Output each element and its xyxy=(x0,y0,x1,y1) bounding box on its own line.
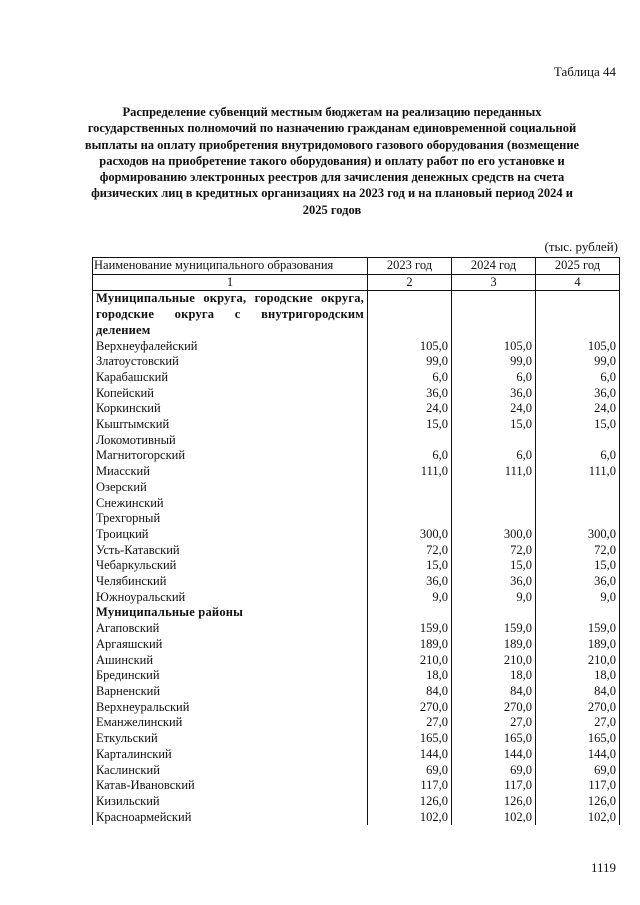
value-2025: 36,0 xyxy=(536,574,620,590)
municipality-name: Магнитогорский xyxy=(93,448,368,464)
table-number: Таблица 44 xyxy=(553,64,616,79)
value-2024: 189,0 xyxy=(452,637,536,653)
value-2024 xyxy=(452,433,536,449)
table-row xyxy=(93,417,620,433)
header-row xyxy=(93,258,620,275)
value-2025: 15,0 xyxy=(536,558,620,574)
value-2023: 9,0 xyxy=(368,590,452,606)
value-2025: 102,0 xyxy=(536,810,620,826)
table-row xyxy=(93,590,620,606)
municipality-name: Катав-Ивановский xyxy=(93,778,368,794)
municipality-name: Кыштымский xyxy=(93,417,368,433)
value-2024: 99,0 xyxy=(452,354,536,370)
value-2023: 300,0 xyxy=(368,527,452,543)
table-row xyxy=(93,511,620,527)
value-2023: 105,0 xyxy=(368,339,452,355)
table-row xyxy=(93,464,620,480)
value-2024: 18,0 xyxy=(452,668,536,684)
value-2025 xyxy=(536,480,620,496)
table-row xyxy=(93,684,620,700)
value-2024: 72,0 xyxy=(452,543,536,559)
value-2023: 6,0 xyxy=(368,448,452,464)
value-2024: 15,0 xyxy=(452,417,536,433)
column-header-2025: 2025 год xyxy=(536,258,620,275)
municipality-name: Еткульский xyxy=(93,731,368,747)
value-2025 xyxy=(536,496,620,512)
value-2025: 144,0 xyxy=(536,747,620,763)
municipality-name: Брединский xyxy=(93,668,368,684)
value-2024: 270,0 xyxy=(452,700,536,716)
value-2024: 84,0 xyxy=(452,684,536,700)
table-row xyxy=(93,496,620,512)
municipality-name: Агаповский xyxy=(93,621,368,637)
empty-cell xyxy=(536,291,620,339)
value-2025: 18,0 xyxy=(536,668,620,684)
table-row xyxy=(93,401,620,417)
value-2025: 15,0 xyxy=(536,417,620,433)
value-2025: 105,0 xyxy=(536,339,620,355)
municipality-name: Ашинский xyxy=(93,653,368,669)
table-row xyxy=(93,339,620,355)
value-2024: 6,0 xyxy=(452,448,536,464)
table-row xyxy=(93,668,620,684)
table-row xyxy=(93,433,620,449)
value-2025: 6,0 xyxy=(536,370,620,386)
value-2023: 159,0 xyxy=(368,621,452,637)
value-2023: 189,0 xyxy=(368,637,452,653)
table-row xyxy=(93,527,620,543)
value-2023: 18,0 xyxy=(368,668,452,684)
table-row xyxy=(93,448,620,464)
value-2023: 36,0 xyxy=(368,574,452,590)
value-2025: 159,0 xyxy=(536,621,620,637)
value-2024 xyxy=(452,511,536,527)
value-2024: 69,0 xyxy=(452,763,536,779)
table-row xyxy=(93,715,620,731)
municipality-name: Копейский xyxy=(93,386,368,402)
value-2025: 165,0 xyxy=(536,731,620,747)
value-2025: 69,0 xyxy=(536,763,620,779)
value-2025: 6,0 xyxy=(536,448,620,464)
value-2023: 27,0 xyxy=(368,715,452,731)
table-row xyxy=(93,747,620,763)
value-2023: 144,0 xyxy=(368,747,452,763)
value-2025: 99,0 xyxy=(536,354,620,370)
table-row xyxy=(93,653,620,669)
value-2025: 189,0 xyxy=(536,637,620,653)
value-2024: 300,0 xyxy=(452,527,536,543)
empty-cell xyxy=(452,605,536,621)
municipality-name: Кизильский xyxy=(93,794,368,810)
value-2025: 117,0 xyxy=(536,778,620,794)
value-2023 xyxy=(368,496,452,512)
value-2023: 111,0 xyxy=(368,464,452,480)
value-2024: 159,0 xyxy=(452,621,536,637)
value-2023: 126,0 xyxy=(368,794,452,810)
table-row xyxy=(93,543,620,559)
units-label: (тыс. рублей) xyxy=(544,239,618,254)
value-2023: 210,0 xyxy=(368,653,452,669)
value-2023: 117,0 xyxy=(368,778,452,794)
column-number-3: 3 xyxy=(452,274,536,291)
value-2023 xyxy=(368,511,452,527)
value-2025 xyxy=(536,433,620,449)
page-number: 1119 xyxy=(590,860,616,875)
value-2025: 36,0 xyxy=(536,386,620,402)
section-title: Муниципальные районы xyxy=(93,605,368,621)
column-number-1: 1 xyxy=(93,274,368,291)
table-row xyxy=(93,763,620,779)
column-header-name: Наименование муниципального образования xyxy=(93,258,368,275)
municipality-name: Аргаяшский xyxy=(93,637,368,653)
value-2023: 15,0 xyxy=(368,417,452,433)
value-2024: 9,0 xyxy=(452,590,536,606)
column-number-4: 4 xyxy=(536,274,620,291)
column-number-row xyxy=(93,274,620,291)
table-row xyxy=(93,574,620,590)
value-2023: 72,0 xyxy=(368,543,452,559)
value-2024: 24,0 xyxy=(452,401,536,417)
empty-cell xyxy=(536,605,620,621)
value-2024: 36,0 xyxy=(452,574,536,590)
municipality-name: Челябинский xyxy=(93,574,368,590)
value-2023 xyxy=(368,433,452,449)
column-header-2023: 2023 год xyxy=(368,258,452,275)
value-2024: 102,0 xyxy=(452,810,536,826)
municipality-name: Каслинский xyxy=(93,763,368,779)
table-row xyxy=(93,480,620,496)
value-2025: 111,0 xyxy=(536,464,620,480)
section-row xyxy=(93,291,620,339)
empty-cell xyxy=(368,605,452,621)
value-2023: 24,0 xyxy=(368,401,452,417)
value-2024 xyxy=(452,496,536,512)
municipality-name: Карталинский xyxy=(93,747,368,763)
value-2025: 84,0 xyxy=(536,684,620,700)
municipality-name: Озерский xyxy=(93,480,368,496)
value-2024: 15,0 xyxy=(452,558,536,574)
value-2025: 300,0 xyxy=(536,527,620,543)
value-2024: 27,0 xyxy=(452,715,536,731)
value-2025: 126,0 xyxy=(536,794,620,810)
value-2025: 24,0 xyxy=(536,401,620,417)
value-2023: 165,0 xyxy=(368,731,452,747)
section-row xyxy=(93,605,620,621)
table-row xyxy=(93,354,620,370)
column-number-2: 2 xyxy=(368,274,452,291)
value-2025: 9,0 xyxy=(536,590,620,606)
table-row xyxy=(93,794,620,810)
value-2023: 15,0 xyxy=(368,558,452,574)
municipality-name: Усть-Катавский xyxy=(93,543,368,559)
value-2025 xyxy=(536,511,620,527)
value-2025: 72,0 xyxy=(536,543,620,559)
empty-cell xyxy=(368,291,452,339)
municipality-name: Красноармейский xyxy=(93,810,368,826)
municipality-name: Златоустовский xyxy=(93,354,368,370)
value-2024: 165,0 xyxy=(452,731,536,747)
table-row xyxy=(93,386,620,402)
value-2024: 210,0 xyxy=(452,653,536,669)
value-2024: 126,0 xyxy=(452,794,536,810)
value-2023: 36,0 xyxy=(368,386,452,402)
document-title: Распределение субвенций местным бюджетам на реализацию переданных государственных полномочий по назначению гражданам единовременной социальной выплаты на оплату приобретения внутридомового газового оборудования (возмещение расходов на приобретение такого оборудования) и оплату работ по его установке и формированию электронных реестров для зачисления денежных средств на счета физических лиц в кредитных организациях на 2023 год и на плановый период 2024 и 2025 годов xyxy=(84,105,580,217)
table-row xyxy=(93,778,620,794)
value-2024: 6,0 xyxy=(452,370,536,386)
municipality-name: Верхнеуфалейский xyxy=(93,339,368,355)
table-row xyxy=(93,621,620,637)
section-title: Муниципальные округа, городские округа, городские округа с внутригородским делением xyxy=(93,291,368,339)
municipality-name: Троицкий xyxy=(93,527,368,543)
municipality-name: Еманжелинский xyxy=(93,715,368,731)
value-2024: 36,0 xyxy=(452,386,536,402)
value-2024: 144,0 xyxy=(452,747,536,763)
value-2023: 6,0 xyxy=(368,370,452,386)
value-2024: 117,0 xyxy=(452,778,536,794)
municipality-name: Снежинский xyxy=(93,496,368,512)
municipality-name: Локомотивный xyxy=(93,433,368,449)
municipality-name: Миасский xyxy=(93,464,368,480)
value-2024: 105,0 xyxy=(452,339,536,355)
municipality-name: Чебаркульский xyxy=(93,558,368,574)
value-2023: 270,0 xyxy=(368,700,452,716)
table-row xyxy=(93,370,620,386)
value-2023: 84,0 xyxy=(368,684,452,700)
table-body xyxy=(93,291,620,825)
subvention-table xyxy=(92,257,620,825)
table-row xyxy=(93,700,620,716)
value-2025: 210,0 xyxy=(536,653,620,669)
municipality-name: Карабашский xyxy=(93,370,368,386)
table-row xyxy=(93,810,620,826)
table-row xyxy=(93,637,620,653)
municipality-name: Трехгорный xyxy=(93,511,368,527)
table-row xyxy=(93,558,620,574)
value-2025: 27,0 xyxy=(536,715,620,731)
value-2023: 99,0 xyxy=(368,354,452,370)
value-2024 xyxy=(452,480,536,496)
municipality-name: Коркинский xyxy=(93,401,368,417)
value-2023 xyxy=(368,480,452,496)
value-2023: 102,0 xyxy=(368,810,452,826)
value-2025: 270,0 xyxy=(536,700,620,716)
empty-cell xyxy=(452,291,536,339)
municipality-name: Варненский xyxy=(93,684,368,700)
value-2024: 111,0 xyxy=(452,464,536,480)
municipality-name: Южноуральский xyxy=(93,590,368,606)
municipality-name: Верхнеуральский xyxy=(93,700,368,716)
column-header-2024: 2024 год xyxy=(452,258,536,275)
table-row xyxy=(93,731,620,747)
value-2023: 69,0 xyxy=(368,763,452,779)
